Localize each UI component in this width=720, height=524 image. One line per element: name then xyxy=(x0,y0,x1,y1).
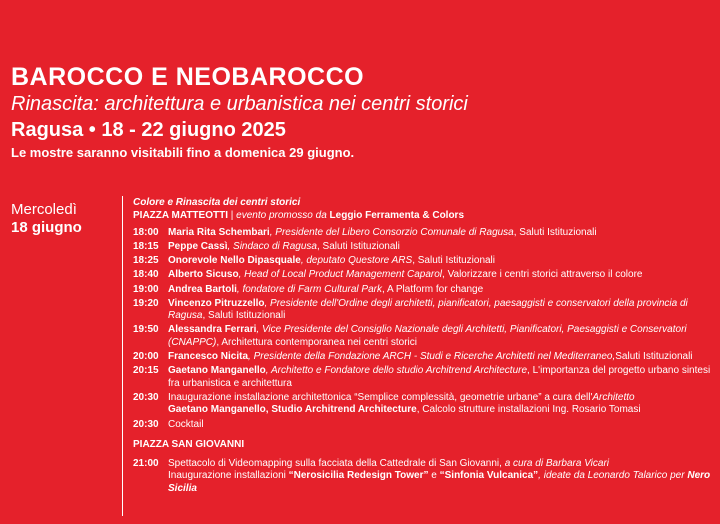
day-label xyxy=(11,201,121,237)
event-time: 19:20 xyxy=(133,297,159,309)
talk-topic: , Saluti Istituzionali xyxy=(513,227,597,239)
day-name: Mercoledì xyxy=(11,201,77,218)
event-desc xyxy=(168,241,718,254)
event-time: 19:50 xyxy=(133,324,159,336)
event-time: 21:00 xyxy=(133,457,159,469)
event-time: 18:00 xyxy=(133,227,159,239)
event-desc xyxy=(168,298,718,323)
event-desc xyxy=(168,284,718,297)
event-desc xyxy=(168,365,718,390)
divider-line xyxy=(122,196,123,516)
talk-topic: , Saluti Istituzionali xyxy=(202,310,286,322)
speaker-role: , Presidente della Fondazione ARCH - Studi e Ricerche Architetti nel Mediterraneo, xyxy=(248,351,616,363)
event-desc xyxy=(168,227,718,240)
event-list xyxy=(133,227,718,390)
event-title: BAROCCO E NEOBAROCCO xyxy=(11,63,365,91)
event-row xyxy=(133,255,718,268)
event-time: 20:30 xyxy=(133,391,159,403)
speaker-role: , Vice Presidente del Consiglio Nazionale degli Architetti, Pianificatori, Paesaggisti e Conservatori (CNAPPC) xyxy=(168,324,687,348)
speaker-role: , deputato Questore ARS xyxy=(300,255,413,267)
venue-name-2: PIAZZA SAN GIOVANNI xyxy=(133,439,245,451)
event-desc: Spettacolo di Videomapping sulla facciata della Cattedrale di San Giovanni, a cura di Barbara Vicari Inaugurazione installazioni “Nerosicilia Redesign Tower” e “Sinfonia Vulcanica”, ideate da Leonardo Talarico per Nero Sicilia xyxy=(168,457,711,494)
speaker-role: , Presidente dell'Ordine degli architetti, pianificatori, paesaggisti e conservatori della provincia di Ragusa xyxy=(168,297,688,322)
speaker-name: Alberto Sicuso xyxy=(168,269,239,281)
event-time: 18:40 xyxy=(133,269,159,281)
event-desc: Cocktail xyxy=(168,418,204,430)
talk-topic: , Saluti Istituzionali xyxy=(317,241,400,253)
talk-topic: , Architettura contemporanea nei centri storici xyxy=(216,336,417,348)
exhibition-note: Le mostre saranno visitabili fino a domenica 29 giugno. xyxy=(11,145,355,160)
section-title: Colore e Rinascita dei centri storici xyxy=(133,197,301,208)
event-dates: Ragusa • 18 - 22 giugno 2025 xyxy=(11,119,286,141)
event-row xyxy=(133,419,718,432)
speaker-name: Vincenzo Pitruzzello xyxy=(168,297,265,309)
speaker-role: , fondatore di Farm Cultural Park xyxy=(236,283,382,295)
event-row xyxy=(133,324,718,349)
event-row xyxy=(133,269,718,282)
speaker-name: Gaetano Manganello xyxy=(168,365,266,377)
event-subtitle: Rinascita: architettura e urbanistica nei centri storici xyxy=(11,93,468,115)
promo-text: evento promosso da xyxy=(236,209,330,221)
speaker-name: Maria Rita Schembari xyxy=(168,227,270,239)
event-row xyxy=(133,227,718,240)
event-desc: Inaugurazione installazione architettonica “Semplice complessità, geometrie urbane” a cura dell'Architetto Gaetano Manganello, Studio Architrend Architecture, Calcolo strutture installazioni Ing. Rosario Tomasi xyxy=(168,391,641,416)
speaker-name: Alessandra Ferrari xyxy=(168,324,257,336)
event-desc xyxy=(168,324,718,349)
day-date: 18 giugno xyxy=(11,219,82,236)
event-time: 18:25 xyxy=(133,255,159,267)
event-desc xyxy=(168,351,718,364)
talk-topic: Saluti Istituzionali xyxy=(615,351,693,363)
event-time: 20:15 xyxy=(133,365,159,377)
event-row xyxy=(133,365,718,390)
event-time: 18:15 xyxy=(133,241,159,253)
speaker-name: Peppe Cassì xyxy=(168,241,228,253)
venue-name: PIAZZA MATTEOTTI xyxy=(133,209,228,221)
event-row xyxy=(133,284,718,297)
event-time: 20:30 xyxy=(133,418,159,430)
speaker-name: Onorevole Nello Dipasquale xyxy=(168,255,301,267)
event-time: 19:00 xyxy=(133,283,159,295)
promo-sponsor: Leggio Ferramenta & Colors xyxy=(329,209,465,221)
event-desc xyxy=(168,255,718,268)
venue-line xyxy=(133,210,718,223)
venue-separator: | xyxy=(228,209,237,221)
event-row xyxy=(133,351,718,364)
talk-topic: , L'importanza del progetto urbano sintesi fra urbanistica e architettura xyxy=(168,365,711,389)
event-row xyxy=(133,298,718,323)
header xyxy=(11,62,711,162)
talk-topic: , A Platform for change xyxy=(381,283,484,295)
event-row xyxy=(133,241,718,254)
event-row xyxy=(133,458,718,496)
talk-topic: , Valorizzare i centri storici attraverso il colore xyxy=(442,269,643,281)
talk-topic: , Saluti Istituzionali xyxy=(412,255,496,267)
event-desc xyxy=(168,269,718,282)
speaker-name: Andrea Bartoli xyxy=(168,283,237,295)
program xyxy=(133,197,718,497)
speaker-role: , Presidente del Libero Consorzio Comunale di Ragusa xyxy=(269,227,514,239)
speaker-role: , Sindaco di Ragusa xyxy=(227,241,317,253)
speaker-role: , Head of Local Product Management Caparol xyxy=(238,269,443,281)
event-row xyxy=(133,392,718,417)
speaker-role: , Architetto e Fondatore dello studio Architrend Architecture xyxy=(265,365,528,377)
speaker-name: Francesco Nicita xyxy=(168,351,249,363)
event-time: 20:00 xyxy=(133,351,159,363)
